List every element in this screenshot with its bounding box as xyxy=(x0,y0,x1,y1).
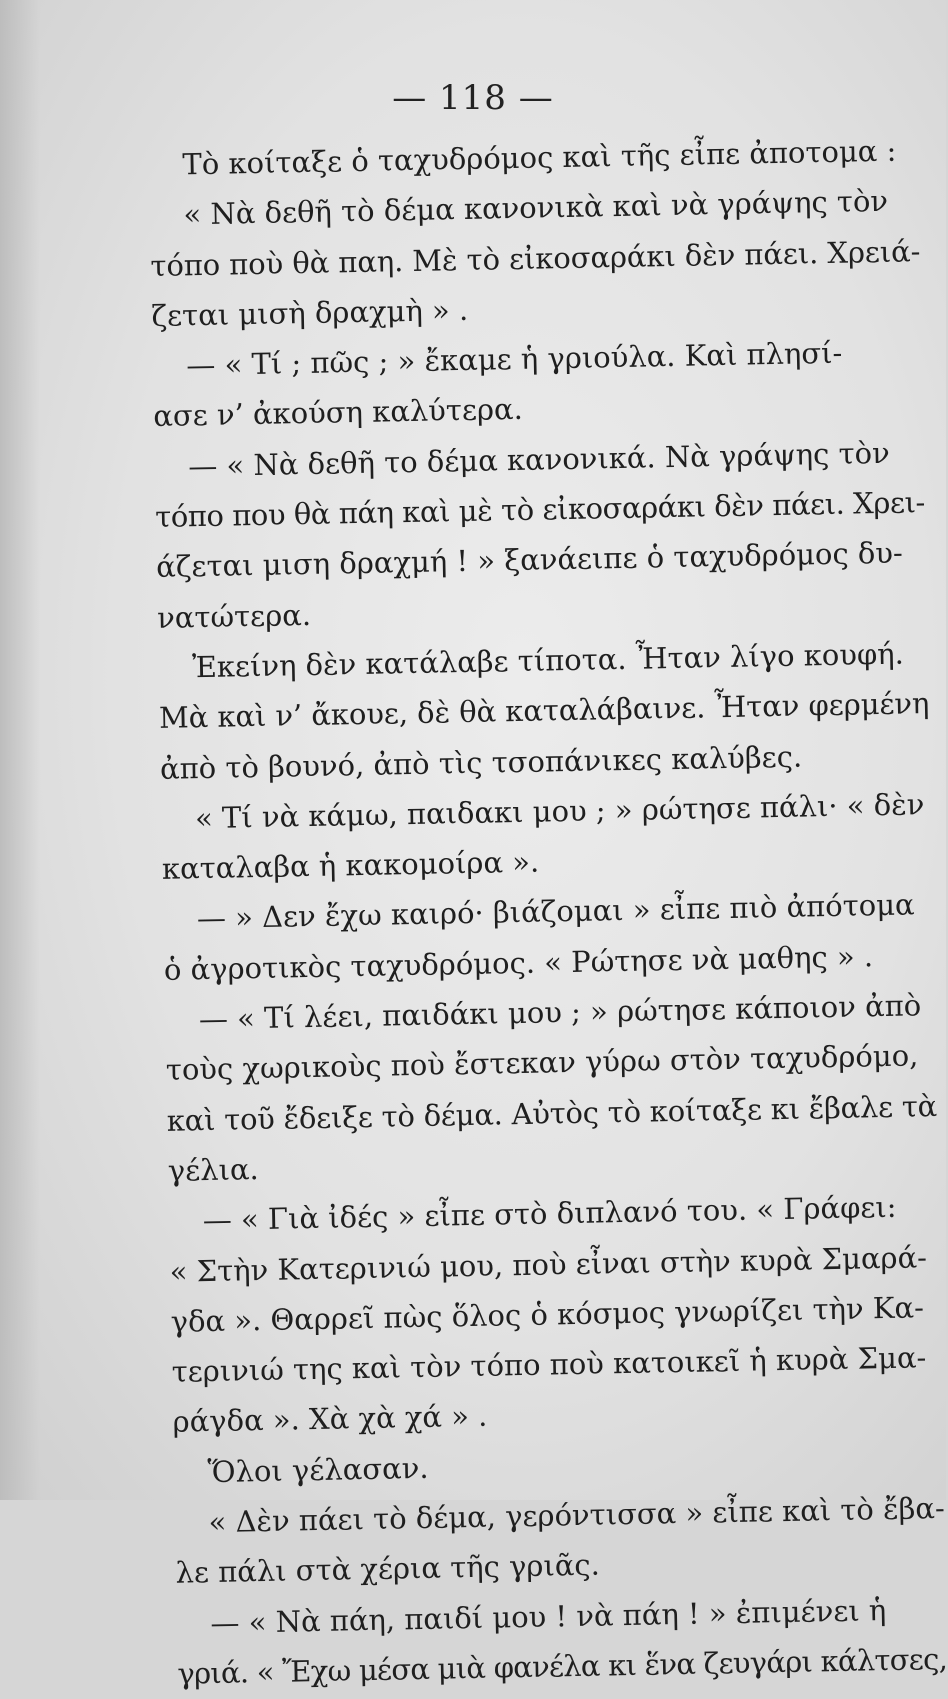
text-line: ὁ ἀγροτικὸς ταχυδρόμος. « Ρώτησε νὰ μαθης » . xyxy=(163,938,874,987)
text-line: τόπο που θὰ πάη καὶ μὲ τὸ εἰκοσαράκι δὲν πάει. Χρει- xyxy=(154,485,926,535)
text-line: νατώτερα. xyxy=(156,597,312,635)
text-line: — « Νὰ πάη, παιδί μου ! νὰ πάη ! » ἐπιμένει ἡ xyxy=(210,1592,887,1640)
text-line: — » Δεν ἔχω καιρό· βιάζομαι » εἶπε πιὸ ἀπότομα xyxy=(196,887,915,936)
text-line: λε πάλι στὰ χέρια τῆς γριᾶς. xyxy=(175,1547,601,1591)
text-line: — « Γιὰ ἰδές » εἶπε στὸ διπλανό του. « Γράφει: xyxy=(202,1190,897,1238)
text-line: Ἐκείνη δὲν κατάλαβε τίποτα. Ἦταν λίγο κουφή. xyxy=(191,636,905,685)
text-line: « Στὴν Κατερινιώ μου, ποὺ εἶναι στὴν κυρὰ Σμαρά- xyxy=(169,1239,928,1289)
text-line: καὶ τοῦ ἔδειξε τὸ δέμα. Αὐτὸς τὸ κοίταξε κι ἔβαλε τὰ xyxy=(166,1088,938,1138)
body-text xyxy=(148,125,948,1699)
text-line: καταλαβα ἡ κακομοίρα ». xyxy=(161,844,540,887)
text-line: ράγδα ». Χὰ χὰ χά » . xyxy=(172,1399,488,1440)
text-line: τερινιώ της καὶ τὸν τόπο ποὺ κατοικεῖ ἡ κυρὰ Σμα- xyxy=(171,1340,927,1389)
text-line: Ὅλοι γέλασαν. xyxy=(207,1450,429,1489)
text-line: γέλια. xyxy=(167,1152,260,1188)
text-line: γδα ». Θαρρεῖ πὼς ὅλος ὁ κόσμος γνωρίζει τὴν Κα- xyxy=(170,1290,925,1339)
text-line: « Τί νὰ κάμω, παιδακι μου ; » ρώτησε πάλι· « δὲν xyxy=(194,787,925,836)
page-number: — 118 — xyxy=(392,78,554,118)
text-line: ασε ν’ ἀκούση καλύτερα. xyxy=(152,392,524,434)
text-line: τόπο ποὺ θὰ παη. Μὲ τὸ εἰκοσαράκι δὲν πάει. Χρειά- xyxy=(150,233,921,283)
text-line: ζεται μισὴ δραχμὴ » . xyxy=(151,292,469,333)
text-line: — « Τί λέει, παιδάκι μου ; » ρώτησε κάποιον ἀπὸ xyxy=(198,988,922,1037)
text-line: « Νὰ δεθῆ τὸ δέμα κανονικὰ καὶ νὰ γράψης τὸν xyxy=(183,184,889,232)
text-line: Μὰ καὶ ν’ ἄκουε, δὲ θὰ καταλάβαινε. Ἦταν φερμένη xyxy=(158,686,930,736)
text-line: άζεται μιση δραχμή ! » ξανάειπε ὁ ταχυδρόμος δυ- xyxy=(155,535,904,585)
text-line: Τὸ κοίταξε ὁ ταχυδρόμος καὶ τῆς εἶπε ἀποτομα : xyxy=(182,133,897,182)
text-line: γριά. « Ἔχω μέσα μιὰ φανέλα κι ἕνα ζευγάρι κάλτσες, xyxy=(177,1641,948,1691)
text-line: « Δὲν πάει τὸ δέμα, γερόντισσα » εἶπε καὶ τὸ ἔβα- xyxy=(208,1490,946,1540)
gutter-shadow xyxy=(0,0,40,1500)
text-line: — « Τί ; πῶς ; » ἔκαμε ἡ γριούλα. Καὶ πλησί- xyxy=(186,335,843,383)
text-line: ἀπὸ τὸ βουνό, ἀπὸ τὶς τσοπάνικες καλύβες. xyxy=(159,739,803,786)
text-line: τοὺς χωρικοὺς ποὺ ἔστεκαν γύρω στὸν ταχυδρόμο, xyxy=(165,1038,919,1088)
text-line: — « Νὰ δεθῆ το δέμα κανονικά. Νὰ γράψης τὸν xyxy=(187,435,891,484)
